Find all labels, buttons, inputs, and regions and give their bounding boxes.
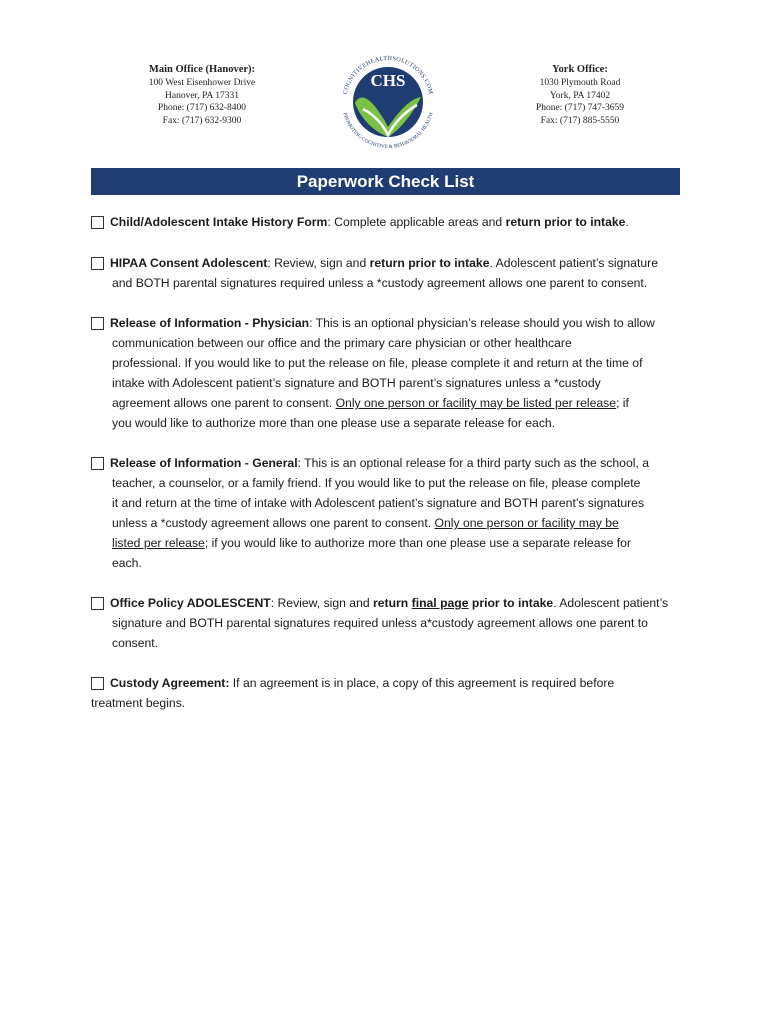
text-run: prior to intake [468, 596, 554, 610]
checklist-item-intake-history-form [91, 212, 686, 232]
main-office-address [112, 63, 292, 127]
item-line [91, 513, 686, 533]
text-run: return prior to intake [369, 256, 490, 270]
york-office-phone: Phone: (717) 747-3659 [535, 103, 625, 113]
checklist-item-release-general [91, 453, 686, 573]
text-run: : Complete applicable areas and [327, 215, 506, 229]
text-run: final page [411, 596, 469, 610]
text-run: : This is an optional release for a third party such as the school, a [297, 456, 649, 470]
checklist-item-custody-agreement [91, 673, 686, 713]
text-run: . [625, 215, 629, 229]
main-office-street: 100 West Eisenhower Drive [148, 78, 256, 88]
text-run: Custody Agreement: [110, 676, 230, 690]
item-line [91, 693, 686, 713]
text-run: listed per release [112, 536, 205, 550]
checkbox[interactable] [91, 457, 104, 470]
checklist-item-office-policy [91, 593, 686, 653]
item-line [91, 633, 686, 653]
text-run: each. [112, 556, 142, 570]
york-office-address [490, 63, 670, 127]
main-office-title: Main Office (Hanover): [148, 64, 256, 75]
text-run: HIPAA Consent Adolescent [110, 256, 268, 270]
item-line [91, 353, 686, 373]
text-run: professional. If you would like to put the release on file, please complete it and return at the time of [112, 356, 643, 370]
checklist-title-banner: Paperwork Check List [91, 168, 680, 195]
text-run: treatment begins. [91, 696, 186, 710]
text-run: Release of Information - General [110, 456, 298, 470]
text-run: . Adolescent patient’s signature [489, 256, 658, 270]
chs-logo [333, 47, 443, 157]
checkbox[interactable] [91, 597, 104, 610]
text-run: : This is an optional physician’s release should you wish to allow [309, 316, 655, 330]
item-line [91, 333, 686, 353]
text-run: Only one person or facility may be listed per release [335, 396, 617, 410]
item-line [91, 673, 686, 693]
item-line [91, 393, 686, 413]
text-run: you would like to authorize more than one please use a separate release for each. [112, 416, 556, 430]
text-run: agreement allows one parent to consent. [112, 396, 336, 410]
text-run: . Adolescent patient’s [553, 596, 669, 610]
item-line [91, 533, 686, 553]
york-office-fax: Fax: (717) 885-5550 [540, 115, 620, 126]
text-run: return prior to intake [505, 215, 626, 229]
text-run: consent. [112, 636, 159, 650]
york-office-title: York Office: [552, 64, 608, 75]
item-line [91, 212, 686, 232]
text-run: : Review, sign and [267, 256, 370, 270]
text-run: Office Policy ADOLESCENT [110, 596, 271, 610]
checklist-item-hipaa-consent [91, 253, 686, 293]
item-line [91, 473, 686, 493]
checklist-item-release-physician [91, 313, 686, 433]
logo-ring-bottom-text: PROMOTING COGNITIVE & BEHAVIORAL HEALTH [341, 112, 435, 151]
item-line [91, 273, 686, 293]
text-run: ; if you would like to authorize more than one please use a separate release for [204, 536, 631, 550]
text-run: Child/Adolescent Intake History Form [110, 215, 328, 229]
text-run: return [373, 596, 412, 610]
text-run: teacher, a counselor, or a family friend. If you would like to put the release on file, please complete [112, 476, 641, 490]
item-line [91, 613, 686, 633]
item-line [91, 593, 686, 613]
item-line [91, 253, 686, 273]
text-run: If an agreement is in place, a copy of this agreement is required before [229, 676, 615, 690]
logo-initials: CHS [370, 71, 406, 90]
text-run: Only one person or facility may be [434, 516, 619, 530]
text-run: intake with Adolescent patient’s signature and BOTH parent’s signatures unless a *custody [112, 376, 601, 390]
text-run: ; if [616, 396, 629, 410]
logo-ring-top-text: COGNITIVEHEALTHSOLUTIONS.COM [341, 54, 435, 95]
checkbox[interactable] [91, 216, 104, 229]
text-run: Release of Information - Physician [110, 316, 310, 330]
york-office-street: 1030 Plymouth Road [539, 78, 621, 88]
text-run: communication between our office and the primary care physician or other healthcare [112, 336, 572, 350]
text-run: signature and BOTH parental signatures required unless a*custody agreement allows one parent to [112, 616, 648, 630]
main-office-fax: Fax: (717) 632-9300 [162, 115, 242, 126]
york-office-city: York, PA 17402 [549, 90, 611, 101]
main-office-phone: Phone: (717) 632-8400 [157, 103, 247, 113]
text-run: it and return at the time of intake with Adolescent patient’s signature and BOTH parent’s signatures [112, 496, 645, 510]
checkbox[interactable] [91, 317, 104, 330]
item-line [91, 453, 686, 473]
checkbox[interactable] [91, 677, 104, 690]
item-line [91, 373, 686, 393]
checkbox[interactable] [91, 257, 104, 270]
item-line [91, 553, 686, 573]
item-line [91, 413, 686, 433]
main-office-city: Hanover, PA 17331 [165, 90, 239, 101]
text-run: unless a *custody agreement allows one parent to consent. [112, 516, 435, 530]
text-run: and BOTH parental signatures required unless a *custody agreement allows one parent to consent. [112, 276, 648, 290]
text-run: : Review, sign and [270, 596, 374, 610]
item-line [91, 493, 686, 513]
item-line [91, 313, 686, 333]
